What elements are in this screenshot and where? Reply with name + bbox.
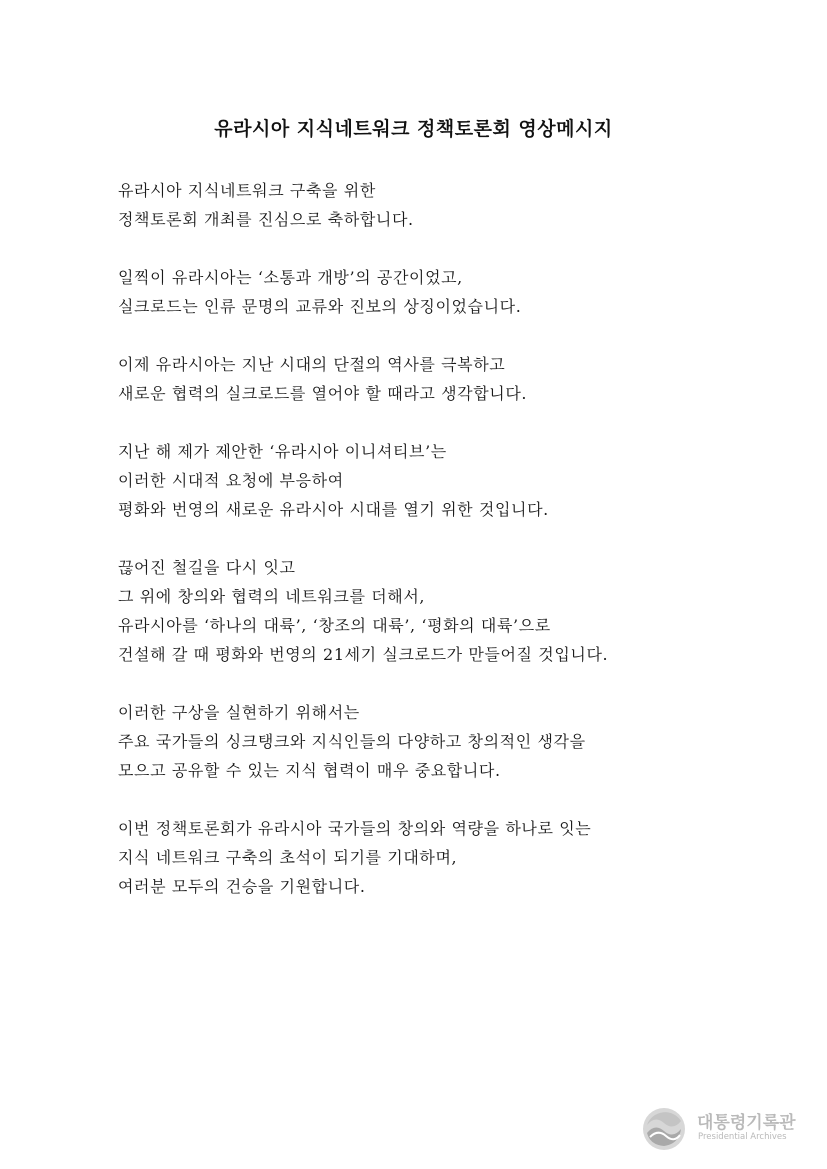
text-line: 이번 정책토론회가 유라시아 국가들의 창의와 역량을 하나로 잇는: [118, 819, 592, 838]
paragraph-4: [118, 437, 758, 524]
paragraph-5: [118, 553, 758, 669]
text-line: 새로운 협력의 실크로드를 열어야 할 때라고 생각합니다.: [118, 384, 528, 403]
text-line: 이러한 시대적 요청에 부응하여: [118, 471, 344, 490]
text-line: 이러한 구상을 실현하기 위해서는: [118, 703, 360, 722]
text-line: 평화와 번영의 새로운 유라시아 시대를 열기 위한 것입니다.: [118, 500, 549, 519]
text-line: 실크로드는 인류 문명의 교류와 진보의 상징이었습니다.: [118, 297, 522, 316]
paragraph-3: [118, 350, 758, 408]
paragraph-7: [118, 814, 758, 901]
text-line: 주요 국가들의 싱크탱크와 지식인들의 다양하고 창의적인 생각을: [118, 732, 586, 751]
text-line: 일찍이 유라시아는 ‘소통과 개방’의 공간이었고,: [118, 268, 463, 287]
text-line: 끊어진 철길을 다시 잇고: [118, 558, 296, 577]
text-line: 지식 네트워크 구축의 초석이 되기를 기대하며,: [118, 848, 458, 867]
taegeuk-seal-icon: [641, 1106, 687, 1152]
paragraph-2: [118, 263, 758, 321]
watermark-name: 대통령기록관: [697, 1113, 796, 1133]
document-body: [118, 176, 758, 930]
paragraph-1: [118, 176, 758, 234]
text-line: 이제 유라시아는 지난 시대의 단절의 역사를 극복하고: [118, 355, 506, 374]
text-line: 그 위에 창의와 협력의 네트워크를 더해서,: [118, 587, 426, 606]
text-line: 여러분 모두의 건승을 기원합니다.: [118, 877, 366, 896]
presidential-archives-watermark: [641, 1104, 801, 1150]
text-line: 건설해 갈 때 평화와 번영의 21세기 실크로드가 만들어질 것입니다.: [118, 645, 609, 664]
document-title: 유라시아 지식네트워크 정책토론회 영상메시지: [214, 118, 613, 140]
text-line: 모으고 공유할 수 있는 지식 협력이 매우 중요합니다.: [118, 761, 501, 780]
text-line: 지난 해 제가 제안한 ‘유라시아 이니셔티브’는: [118, 442, 447, 461]
watermark-subtitle: Presidential Archives: [698, 1132, 787, 1142]
text-line: 유라시아 지식네트워크 구축을 위한: [118, 181, 376, 200]
text-line: 유라시아를 ‘하나의 대륙’, ‘창조의 대륙’, ‘평화의 대륙’으로: [118, 616, 551, 635]
text-line: 정책토론회 개최를 진심으로 축하합니다.: [118, 210, 414, 229]
paragraph-6: [118, 698, 758, 785]
